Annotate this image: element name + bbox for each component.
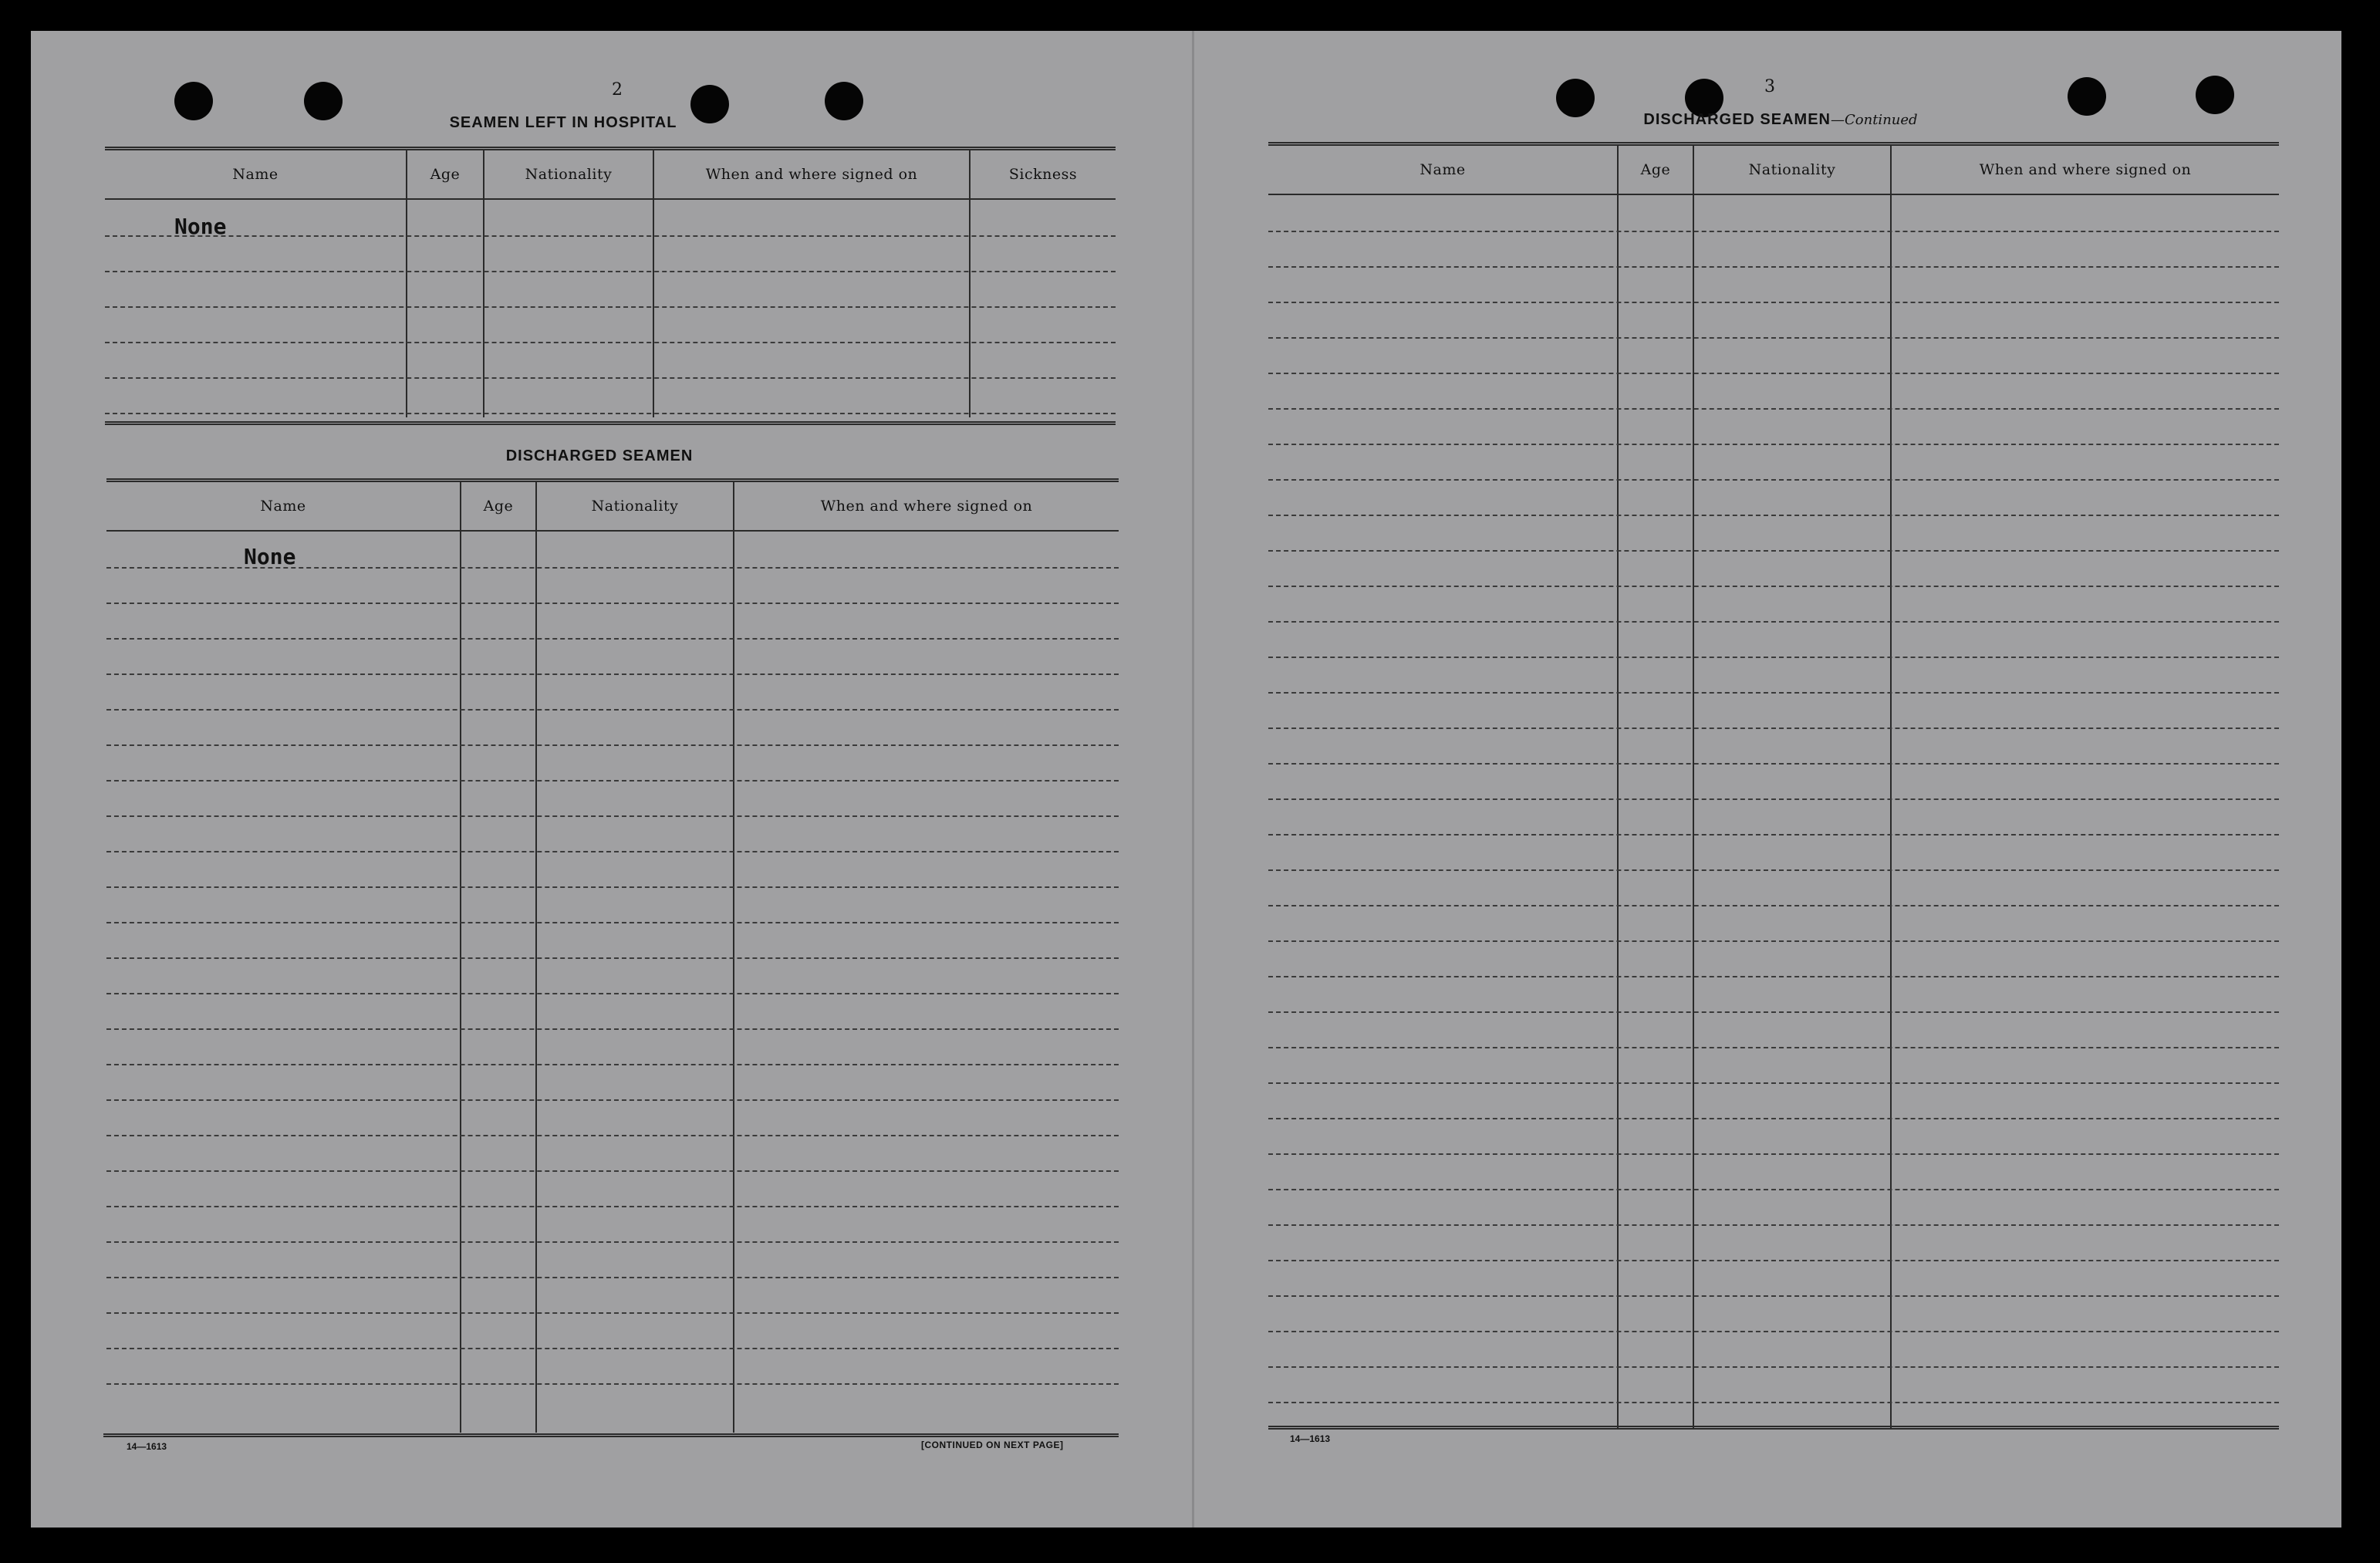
column-header-age: Age [430, 166, 461, 183]
hospital-section-title: SEAMEN LEFT IN HOSPITAL [449, 114, 677, 131]
column-divider [1617, 195, 1619, 1428]
row-rule [106, 1241, 1119, 1243]
column-divider [653, 150, 654, 198]
row-rule [106, 1170, 1119, 1172]
row-rule [1268, 657, 2279, 658]
row-rule [1268, 1224, 2279, 1226]
column-header-nationality: Nationality [525, 166, 613, 183]
row-rule [106, 780, 1119, 782]
column-divider [733, 482, 734, 530]
discharged-continued-table-body [1268, 195, 2279, 1428]
row-rule [106, 851, 1119, 852]
continued-note: [CONTINUED ON NEXT PAGE] [921, 1440, 1064, 1450]
column-divider [406, 150, 407, 198]
row-rule [106, 993, 1119, 994]
table-bottom-rule [105, 421, 1116, 425]
row-rule [1268, 976, 2279, 977]
row-rule [106, 1312, 1119, 1314]
row-rule [106, 1064, 1119, 1065]
row-rule [1268, 444, 2279, 445]
discharged-table-body [106, 532, 1119, 1433]
row-rule [1268, 1047, 2279, 1048]
column-header-name: Name [260, 498, 306, 515]
table-bottom-rule [103, 1433, 1119, 1437]
column-header-nationality: Nationality [591, 498, 679, 515]
column-header-when-where-signed-on: When and where signed on [1979, 161, 2192, 178]
row-rule [106, 1277, 1119, 1278]
row-rule [106, 1099, 1119, 1101]
column-header-when-where-signed-on: When and where signed on [705, 166, 918, 183]
row-rule [106, 603, 1119, 604]
column-divider [483, 200, 484, 417]
page-number: 2 [612, 80, 623, 100]
row-rule [106, 638, 1119, 640]
column-header-name: Name [1420, 161, 1466, 178]
column-header-age: Age [483, 498, 514, 515]
row-rule [1268, 302, 2279, 303]
row-rule [106, 744, 1119, 746]
row-rule [1268, 940, 2279, 942]
row-rule [106, 709, 1119, 711]
row-rule [106, 1348, 1119, 1349]
column-divider [653, 200, 654, 417]
row-rule [105, 377, 1116, 379]
column-header-when-where-signed-on: When and where signed on [820, 498, 1033, 515]
row-rule [1268, 869, 2279, 871]
row-rule [1268, 231, 2279, 232]
row-rule [106, 1028, 1119, 1030]
column-divider [1693, 146, 1694, 194]
row-rule [1268, 1153, 2279, 1155]
discharged-table [106, 478, 1119, 1433]
column-header-sickness: Sickness [1008, 166, 1078, 183]
column-header-name: Name [232, 166, 279, 183]
row-rule [105, 342, 1116, 343]
row-rule [105, 306, 1116, 308]
row-rule [1268, 1260, 2279, 1261]
row-rule [1268, 1295, 2279, 1297]
row-rule [1268, 586, 2279, 587]
row-rule [106, 673, 1119, 675]
discharged-table-header [106, 482, 1119, 532]
row-rule [1268, 763, 2279, 765]
row-rule [1268, 479, 2279, 481]
row-rule [1268, 337, 2279, 339]
column-divider [733, 532, 734, 1433]
row-rule [1268, 727, 2279, 729]
row-rule [1268, 834, 2279, 836]
document-sheet [31, 31, 2341, 1528]
row-rule [106, 886, 1119, 888]
discharged-section-title: DISCHARGED SEAMEN [505, 447, 694, 464]
form-number: 14—1613 [127, 1441, 167, 1452]
row-rule [1268, 1402, 2279, 1403]
row-rule [105, 235, 1116, 237]
row-rule [1268, 692, 2279, 694]
column-divider [1890, 195, 1892, 1428]
column-divider [1617, 146, 1619, 194]
column-divider [1890, 146, 1892, 194]
table-bottom-rule [1268, 1426, 2279, 1430]
row-rule [1268, 798, 2279, 800]
row-rule [106, 922, 1119, 923]
row-rule [1268, 408, 2279, 410]
left-page [31, 31, 1192, 1528]
discharged-continued-table-header [1268, 146, 2279, 195]
column-divider [406, 200, 407, 417]
title-main: DISCHARGED SEAMEN [1643, 111, 1831, 128]
row-rule [1268, 373, 2279, 374]
column-divider [1693, 195, 1694, 1428]
row-rule [106, 1206, 1119, 1207]
row-rule [106, 1383, 1119, 1385]
row-rule [106, 815, 1119, 817]
column-divider [969, 150, 971, 198]
row-rule [1268, 905, 2279, 906]
discharged-continued-title [1549, 111, 2012, 129]
row-rule [1268, 1118, 2279, 1119]
column-divider [535, 482, 537, 530]
column-divider [483, 150, 484, 198]
column-divider [535, 532, 537, 1433]
column-divider [969, 200, 971, 417]
row-rule [106, 1135, 1119, 1136]
row-rule [1268, 550, 2279, 552]
discharged-continued-table [1268, 142, 2279, 1428]
hospital-table-header [105, 150, 1116, 200]
page-number: 3 [1764, 77, 1775, 96]
row-rule [1268, 515, 2279, 516]
hospital-table-body [105, 200, 1116, 417]
column-header-age: Age [1640, 161, 1671, 178]
title-suffix: —Continued [1831, 112, 1918, 128]
row-rule [1268, 621, 2279, 623]
row-rule [105, 271, 1116, 272]
column-divider [460, 532, 461, 1433]
hospital-entry-none: None [174, 214, 227, 239]
row-rule [1268, 1011, 2279, 1013]
row-rule [1268, 1331, 2279, 1332]
row-rule [1268, 1366, 2279, 1368]
row-rule [106, 957, 1119, 959]
row-rule [1268, 1082, 2279, 1084]
row-rule [1268, 266, 2279, 268]
column-divider [460, 482, 461, 530]
column-header-nationality: Nationality [1748, 161, 1836, 178]
discharged-entry-none: None [244, 544, 296, 569]
row-rule [1268, 1189, 2279, 1190]
hospital-table [105, 147, 1116, 417]
form-number: 14—1613 [1290, 1433, 1331, 1444]
right-page [1194, 31, 2341, 1528]
row-rule [105, 413, 1116, 414]
